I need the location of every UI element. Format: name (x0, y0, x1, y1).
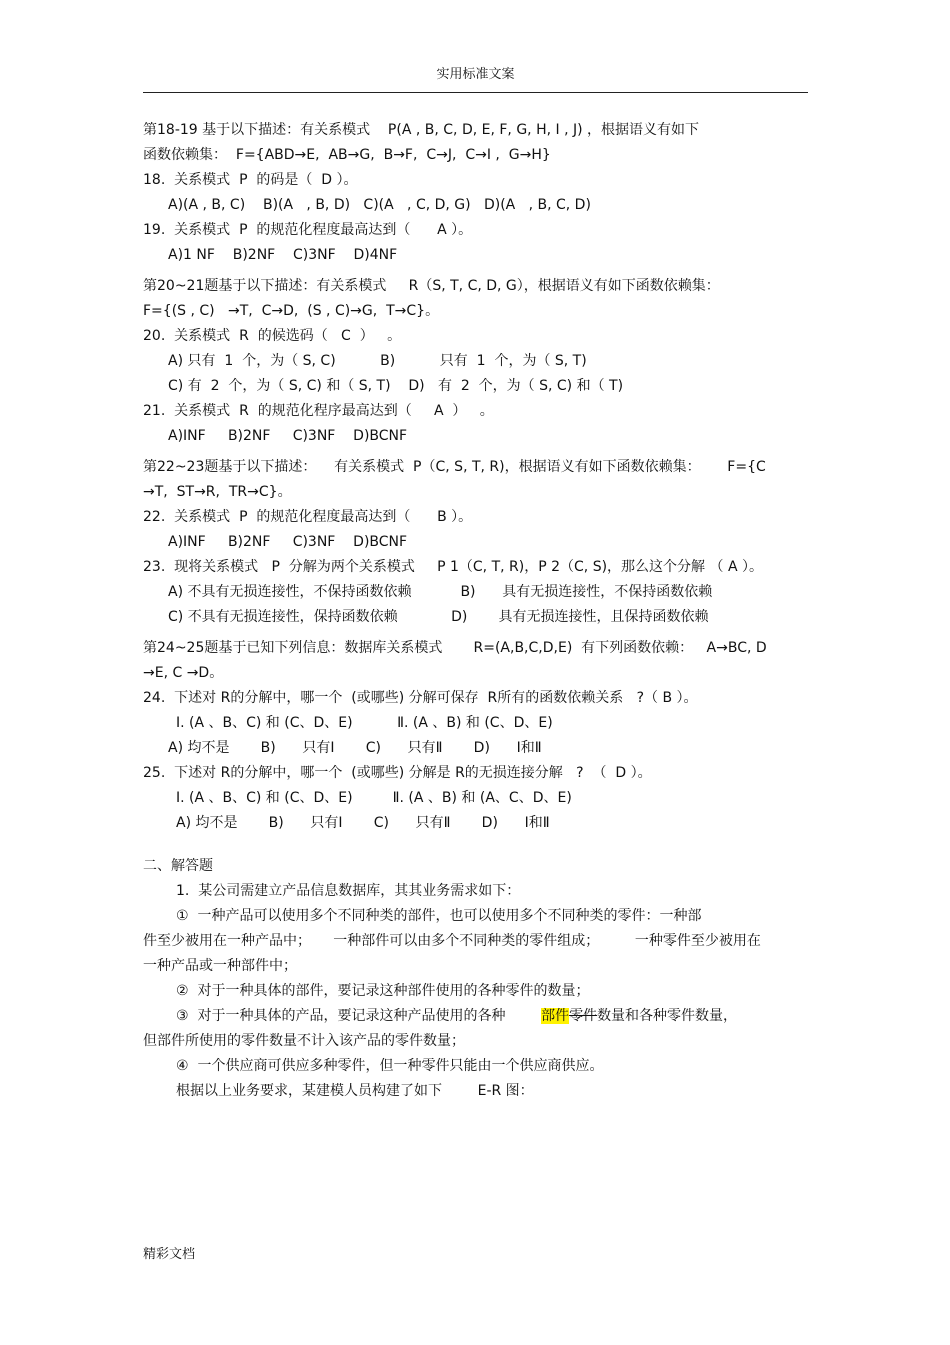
q24-25-intro-line1: 第24~25题基于已知下列信息：数据库关系模式 R=(A,B,C,D,E) 有下列函数依赖： A→BC, D (143, 640, 767, 656)
question-21: 21. 关系模式 R 的规范化程序最高达到（ A ） 。 (143, 403, 494, 419)
requirement-3-line2: 但部件所使用的零件数量不计入该产品的零件数量； (143, 1033, 465, 1049)
question-18: 18. 关系模式 P 的码是（ D ）。 (143, 172, 358, 188)
question-25-options: A) 均不是 B) 只有Ⅰ C) 只有Ⅱ D) Ⅰ和Ⅱ (176, 815, 550, 831)
section-2-title: 二、解答题 (143, 858, 213, 874)
requirement-3-text-end: 数量和各种零件数量， (597, 1008, 738, 1024)
question-25-decompositions: Ⅰ. (A 、B、C) 和 (C、D、E) Ⅱ. (A 、B) 和 (A、C、D、E) (176, 790, 572, 806)
q24-25-intro-line2: →E, C →D。 (143, 665, 224, 681)
question-23-options-cd: C) 不具有无损连接性，保持函数依赖 D) 具有无损连接性，且保持函数依赖 (168, 609, 709, 625)
requirement-2: ② 对于一种具体的部件，要记录这种部件使用的各种零件的数量； (176, 983, 590, 999)
question-19: 19. 关系模式 P 的规范化程度最高达到（ A ）。 (143, 222, 473, 238)
q22-23-intro-line2: →T, ST→R, TR→C}。 (143, 484, 292, 500)
document-body (143, 118, 815, 1104)
requirement-3-text: ③ 对于一种具体的产品，要记录这种产品使用的各种 (176, 1008, 542, 1024)
question-24-decompositions: Ⅰ. (A 、B、C) 和 (C、D、E) Ⅱ. (A 、B) 和 (C、D、E) (176, 715, 553, 731)
question-22-options: A)INF B)2NF C)3NF D)BCNF (168, 534, 408, 550)
er-diagram-intro: 根据以上业务要求，某建模人员构建了如下 E-R 图： (176, 1083, 534, 1099)
page-header (143, 66, 808, 93)
requirement-1-line1: ① 一种产品可以使用多个不同种类的部件，也可以使用多个不同种类的零件：一种部 (176, 908, 702, 924)
question-25: 25. 下述对 R的分解中，哪一个 (或哪些) 分解是 R的无损连接分解 ? （ D ）。 (143, 765, 652, 781)
footer-text: 精彩文档 (143, 1247, 196, 1262)
q20-21-intro-line2: F={(S , C) →T, C→D, (S , C)→G, T→C}。 (143, 303, 440, 319)
q18-19-intro-line2: 函数依赖集： F={ABD→E, AB→G, B→F, C→J, C→I , G→H} (143, 147, 551, 163)
section-2-question-1: 1. 某公司需建立产品信息数据库，其其业务需求如下： (176, 883, 521, 899)
question-18-options: A)(A , B, C) B)(A , B, D) C)(A , C, D, G) D)(A , B, C, D) (168, 197, 591, 213)
question-24: 24. 下述对 R的分解中，哪一个 (或哪些) 分解可保存 R所有的函数依赖关系 ?（ B ）。 (143, 690, 698, 706)
requirement-1-line2: 件至少被用在一种产品中； 一种部件可以由多个不同种类的零件组成； 一种零件至少被用在 (143, 933, 761, 949)
q18-19-intro-line1: 第18-19 基于以下描述：有关系模式 P(A , B, C, D, E, F, G, H, I , J) ，根据语义有如下 (143, 122, 700, 138)
requirement-1-line3: 一种产品或一种部件中； (143, 958, 297, 974)
page-footer (143, 1246, 195, 1264)
question-23: 23. 现将关系模式 P 分解为两个关系模式 P 1（C, T, R)，P 2（C, S)，那么这个分解 （ A ）。 (143, 559, 763, 575)
requirement-4: ④ 一个供应商可供应多种零件，但一种零件只能由一个供应商供应。 (176, 1058, 604, 1074)
header-title: 实用标准文案 (436, 67, 515, 82)
question-21-options: A)INF B)2NF C)3NF D)BCNF (168, 428, 408, 444)
question-20: 20. 关系模式 R 的候选码（ C ） 。 (143, 328, 402, 344)
question-20-options-cd: C) 有 2 个，为（ S, C) 和（ S, T) D) 有 2 个，为（ S, C) 和（ T) (168, 378, 624, 394)
question-20-options-ab: A) 只有 1 个，为（ S, C) B) 只有 1 个，为（ S, T) (168, 353, 587, 369)
struck-word: 零件 (569, 1008, 598, 1024)
q22-23-intro-line1: 第22~23题基于以下描述： 有关系模式 P（C, S, T, R)，根据语义有如下函数依赖集： F={C (143, 459, 766, 475)
question-24-options: A) 均不是 B) 只有Ⅰ C) 只有Ⅱ D) Ⅰ和Ⅱ (168, 740, 542, 756)
question-22: 22. 关系模式 P 的规范化程度最高达到（ B ）。 (143, 509, 473, 525)
requirement-3-line1 (143, 1004, 815, 1029)
question-19-options: A)1 NF B)2NF C)3NF D)4NF (168, 247, 398, 263)
q20-21-intro-line1: 第20~21题基于以下描述：有关系模式 R（S, T, C, D, G），根据语义有如下函数依赖集： (143, 278, 720, 294)
question-23-options-ab: A) 不具有无损连接性，不保持函数依赖 B) 具有无损连接性，不保持函数依赖 (168, 584, 713, 600)
highlighted-word: 部件 (541, 1008, 570, 1024)
